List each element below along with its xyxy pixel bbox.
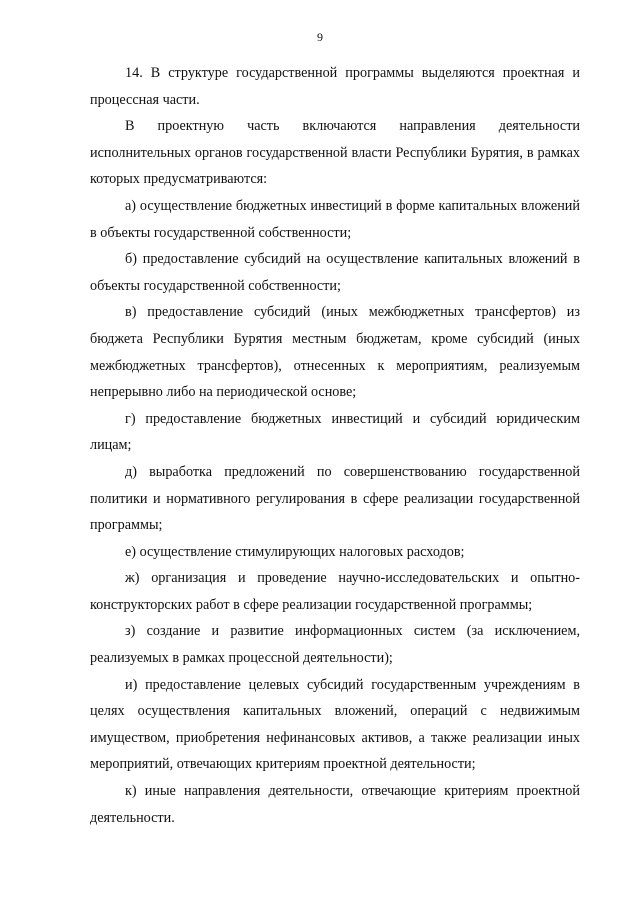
list-item-zh: ж) организация и проведение научно-исследовательских и опытно-конструкторских работ в сфере реализации государственной программы;: [90, 570, 580, 613]
list-item-i: и) предоставление целевых субсидий государственным учреждениям в целях осуществления капитальных вложений, операций с недвижимым имуществом, приобретения нефинансовых активов, а также реализации иных мероприятий, отвечающих критериям проектной деятельности;: [90, 676, 580, 773]
list-item-b: б) предоставление субсидий на осуществление капитальных вложений в объекты государственной собственности;: [90, 251, 580, 294]
paragraph-14-intro: 14. В структуре государственной программы выделяются проектная и процессная части.: [90, 65, 580, 108]
list-item-d: д) выработка предложений по совершенствованию государственной политики и нормативного регулирования в сфере реализации государственной программы;: [90, 463, 580, 534]
list-item-k: к) иные направления деятельности, отвечающие критериям проектной деятельности.: [90, 783, 580, 826]
page-number: 9: [317, 30, 323, 44]
list-item-v: в) предоставление субсидий (иных межбюджетных трансфертов) из бюджета Республики Бурятия местным бюджетам, кроме субсидий (иных межбюджетных трансфертов), отнесенных к мероприятиям, реализуемым непрерывно либо на периодической основе;: [90, 304, 580, 401]
document-body: [90, 60, 580, 831]
list-item-z: з) создание и развитие информационных систем (за исключением, реализуемых в рамках процессной деятельности);: [90, 623, 580, 667]
list-item-e: е) осуществление стимулирующих налоговых расходов;: [125, 543, 465, 560]
list-item-a: а) осуществление бюджетных инвестиций в форме капитальных вложений в объекты государственной собственности;: [90, 197, 580, 241]
paragraph-project-part: В проектную часть включаются направления деятельности исполнительных органов государственной власти Республики Бурятия, в рамках которых предусматриваются:: [90, 118, 580, 188]
list-item-g: г) предоставление бюджетных инвестиций и субсидий юридическим лицам;: [90, 410, 580, 454]
